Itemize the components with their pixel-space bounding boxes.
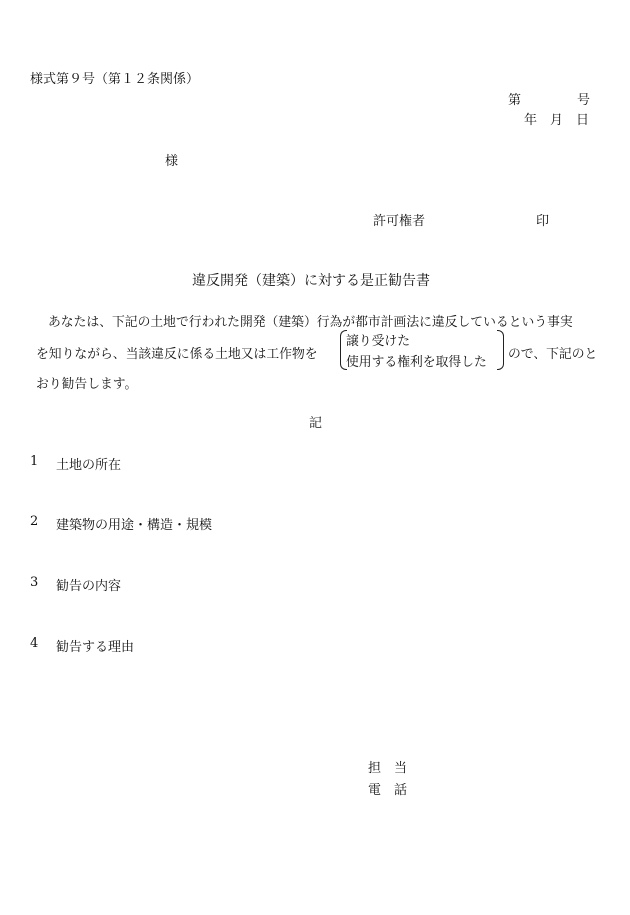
ki-mark: 記	[309, 416, 323, 431]
right-brace	[497, 330, 504, 370]
contact-phone-label: 電 話	[368, 783, 408, 798]
item-4-number: 4	[30, 636, 39, 651]
document-title: 違反開発（建築）に対する是正勧告書	[192, 273, 430, 289]
option-2: 使用する権利を取得した	[346, 355, 487, 370]
body-line-3: おり勧告します。	[36, 377, 138, 392]
body-line-2-start: を知りながら、当該違反に係る土地又は工作物を	[36, 347, 318, 362]
item-3-label: 勧告の内容	[56, 579, 122, 594]
date-month-label: 月	[550, 113, 564, 128]
doc-number-suffix: 号	[577, 93, 591, 108]
body-line-1: あなたは、下記の土地で行われた開発（建築）行為が都市計画法に違反しているという事実	[48, 315, 573, 330]
item-1-number: 1	[30, 454, 39, 469]
body-line-2-end: ので、下記のと	[508, 347, 598, 362]
seal-mark: 印	[536, 214, 550, 229]
form-number: 様式第９号（第１２条関係）	[30, 72, 200, 87]
item-3-number: 3	[30, 575, 39, 590]
issuer-title: 許可権者	[373, 214, 426, 229]
date-year-label: 年	[524, 113, 538, 128]
option-1: 譲り受けた	[346, 334, 410, 349]
addressee-suffix: 様	[165, 154, 179, 169]
contact-person-label: 担 当	[368, 761, 408, 776]
item-4-label: 勧告する理由	[56, 640, 135, 655]
date-day-label: 日	[576, 113, 590, 128]
item-1-label: 土地の所在	[56, 458, 122, 473]
item-2-number: 2	[30, 514, 39, 529]
doc-number-prefix: 第	[508, 93, 522, 108]
item-2-label: 建築物の用途・構造・規模	[56, 518, 213, 533]
